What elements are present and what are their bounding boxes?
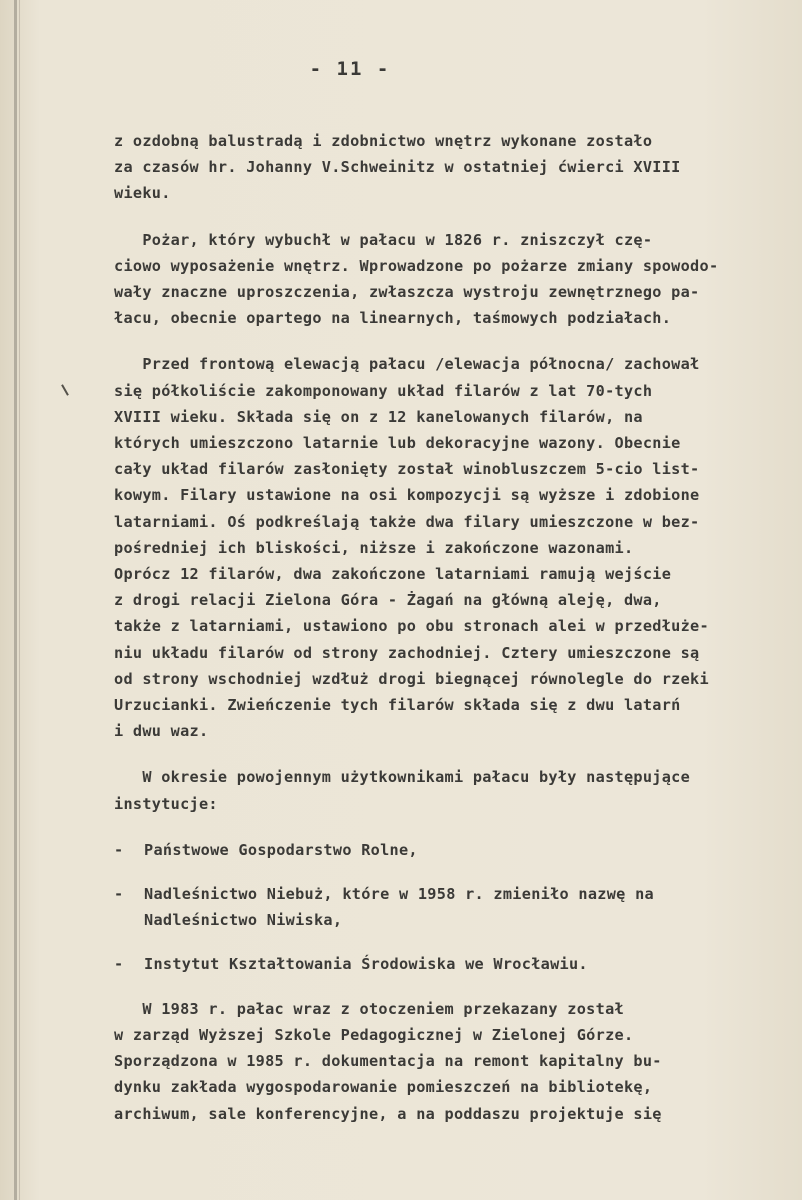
list-item xyxy=(114,951,774,977)
text-line: Państwowe Gospodarstwo Rolne, xyxy=(144,840,418,859)
text-line: Urzucianki. Zwieńczenie tych filarów składa się z dwu latarń xyxy=(114,696,681,715)
text-line: kowym. Filary ustawione na osi kompozycji są wyższe i zdobione xyxy=(114,486,700,505)
binding-edge-shadow xyxy=(19,0,20,1200)
list-item xyxy=(114,837,774,863)
page-number: - 11 - xyxy=(309,58,391,80)
paragraph-1 xyxy=(114,128,774,207)
text-line: dynku zakłada wygospodarowanie pomieszczeń na bibliotekę, xyxy=(114,1078,653,1097)
paragraph-2 xyxy=(114,227,774,332)
text-line: wieku. xyxy=(114,184,171,203)
paragraph-5 xyxy=(114,996,774,1127)
text-line: Nadleśnictwo Niwiska, xyxy=(144,911,343,930)
text-line: pośredniej ich bliskości, niższe i zakończone wazonami. xyxy=(114,538,634,557)
text-line: cały układ filarów zasłonięty został winobluszczem 5-cio list- xyxy=(114,460,700,479)
text-line: archiwum, sale konferencyjne, a na poddaszu projektuje się xyxy=(114,1104,662,1123)
text-line: łacu, obecnie opartego na linearnych, taśmowych podziałach. xyxy=(114,309,672,328)
text-line: W okresie powojennym użytkownikami pałacu były następujące xyxy=(114,768,691,787)
text-line: Sporządzona w 1985 r. dokumentacja na remont kapitalny bu- xyxy=(114,1052,662,1071)
text-line: się półkoliście zakomponowany układ filarów z lat 70-tych xyxy=(114,381,653,400)
text-line: wały znaczne uproszczenia, zwłaszcza wystroju zewnętrznego pa- xyxy=(114,283,700,302)
text-line: W 1983 r. pałac wraz z otoczeniem przekazany został xyxy=(114,999,624,1018)
text-line: za czasów hr. Johanny V.Schweinitz w ostatniej ćwierci XVIII xyxy=(114,158,681,177)
text-line: w zarząd Wyższej Szkole Pedagogicznej w Zielonej Górze. xyxy=(114,1025,634,1044)
list-bullet: - xyxy=(114,955,124,974)
text-line: Oprócz 12 filarów, dwa zakończone latarniami ramują wejście xyxy=(114,565,672,584)
binding-edge xyxy=(14,0,17,1200)
text-line: XVIII wieku. Składa się on z 12 kanelowanych filarów, na xyxy=(114,407,643,426)
institution-list xyxy=(114,837,774,978)
text-line: ciowo wyposażenie wnętrz. Wprowadzone po pożarze zmiany spowodo- xyxy=(114,256,719,275)
text-line: od strony wschodniej wzdłuż drogi biegnącej równolegle do rzeki xyxy=(114,669,709,688)
text-line: Instytut Kształtowania Środowiska we Wrocławiu. xyxy=(144,955,588,974)
text-line: latarniami. Oś podkreślają także dwa filary umieszczone w bez- xyxy=(114,512,700,531)
list-item xyxy=(114,881,774,933)
list-bullet: - xyxy=(114,885,124,904)
text-line: z ozdobną balustradą i zdobnictwo wnętrz wykonane zostało xyxy=(114,132,653,150)
paragraph-3 xyxy=(114,351,774,744)
text-line: Nadleśnictwo Niebuż, które w 1958 r. zmieniło nazwę na xyxy=(144,885,654,904)
body-text xyxy=(114,128,774,1147)
text-line: niu układu filarów od strony zachodniej. Cztery umieszczone są xyxy=(114,643,700,662)
stray-pen-mark xyxy=(61,384,69,395)
text-line: także z latarniami, ustawiono po obu stronach alei w przedłuże- xyxy=(114,617,709,636)
list-bullet: - xyxy=(114,840,124,859)
text-line: których umieszczono latarnie lub dekoracyjne wazony. Obecnie xyxy=(114,434,681,453)
text-line: Przed frontową elewacją pałacu /elewacja północna/ zachował xyxy=(114,355,700,374)
paragraph-4 xyxy=(114,764,774,816)
text-line: instytucje: xyxy=(114,794,218,813)
text-line: z drogi relacji Zielona Góra - Żagań na główną aleję, dwa, xyxy=(114,591,662,610)
text-line: i dwu waz. xyxy=(114,722,209,741)
text-line: Pożar, który wybuchł w pałacu w 1826 r. zniszczył czę- xyxy=(114,230,653,249)
